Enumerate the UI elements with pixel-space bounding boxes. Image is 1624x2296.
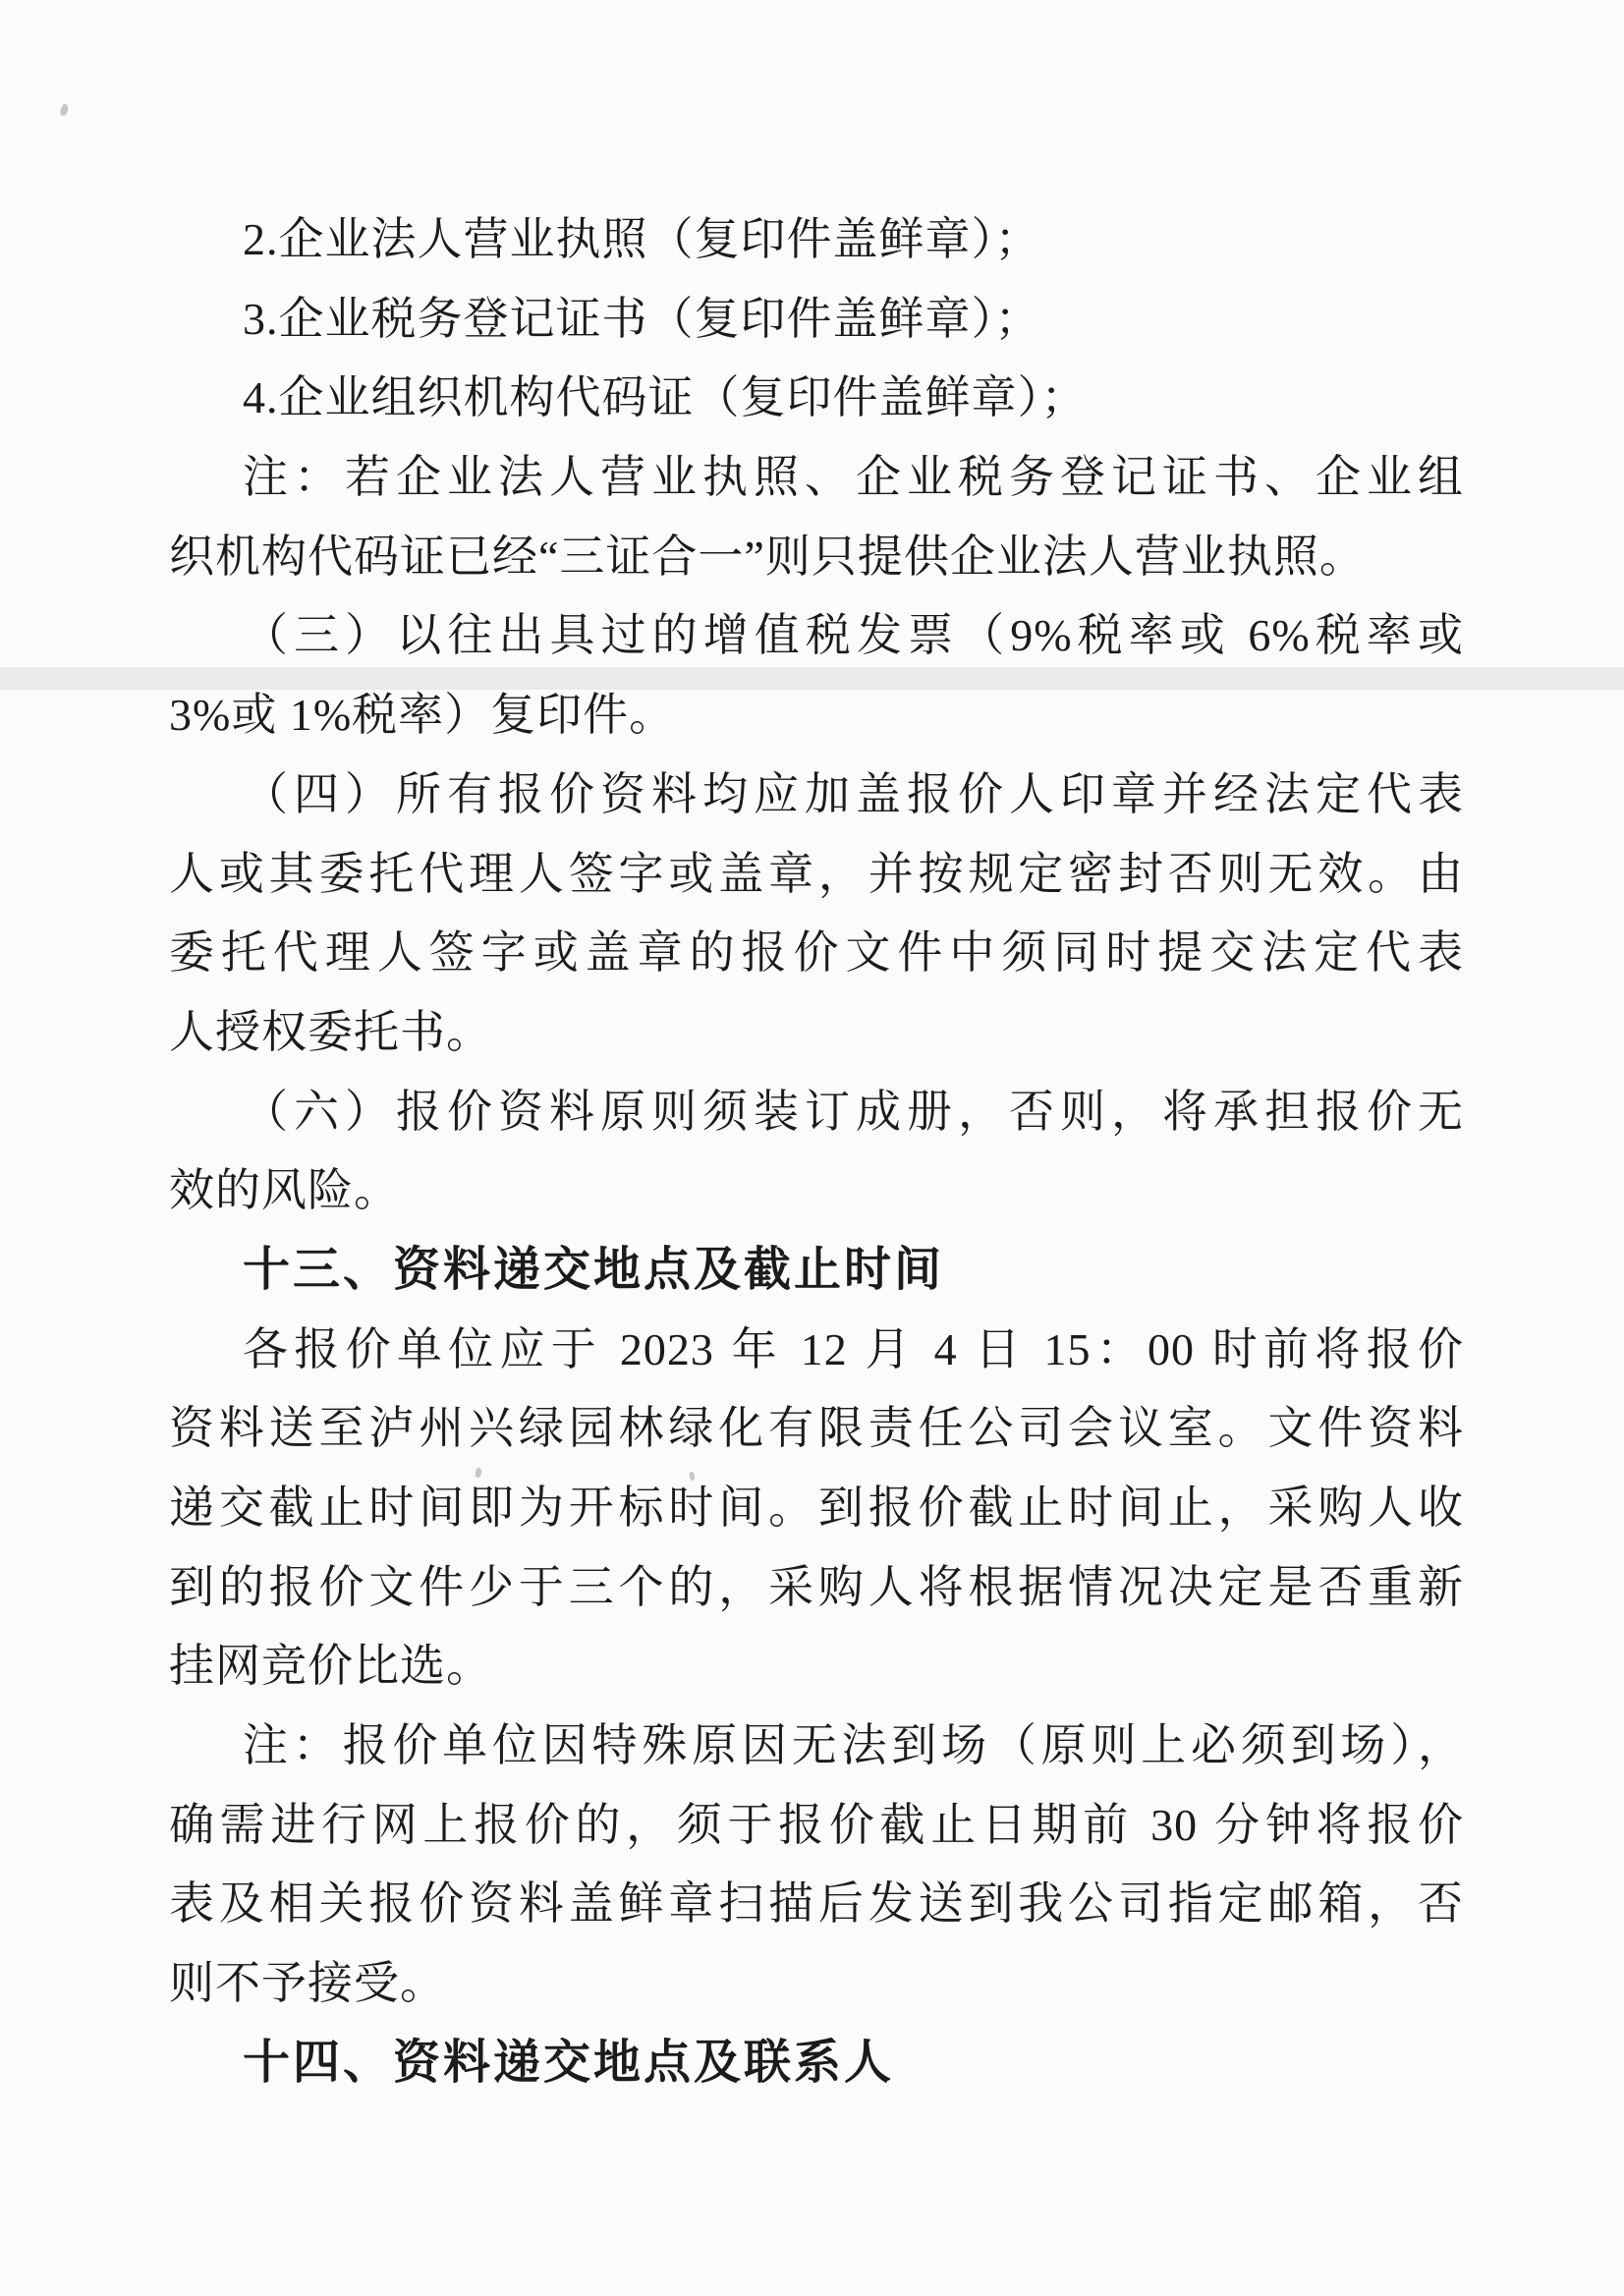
note-line: 织机构代码证已经“三证合一”则只提供企业法人营业执照。 — [169, 531, 1366, 582]
section-13-line: 各报价单位应于 2023 年 12 月 4 日 15：00 时前将报价 — [243, 1323, 1464, 1374]
clause-3-line: （三）以往出具过的增值税发票（9%税率或 6%税率或 — [243, 610, 1464, 661]
section-13-note-line: 注：报价单位因特殊原因无法到场（原则上必须到场）， — [243, 1720, 1464, 1771]
note-line: 注：若企业法人营业执照、企业税务登记证书、企业组 — [243, 452, 1464, 503]
section-13-note-line: 则不予接受。 — [169, 1958, 446, 2009]
section-13-line: 资料送至泸州兴绿园林绿化有限责任公司会议室。文件资料 — [169, 1403, 1464, 1454]
clause-4-line: 人或其委托代理人签字或盖章，并按规定密封否则无效。由 — [169, 848, 1464, 899]
list-item-3: 3.企业税务登记证书（复印件盖鲜章）； — [243, 293, 1041, 344]
list-item-2: 2.企业法人营业执照（复印件盖鲜章）； — [243, 214, 1041, 264]
document-text-block — [169, 200, 1464, 2103]
list-item-4: 4.企业组织机构代码证（复印件盖鲜章）； — [243, 372, 1088, 423]
section-13-note-line: 表及相关报价资料盖鲜章扫描后发送到我公司指定邮箱，否 — [169, 1878, 1464, 1930]
section-heading-13: 十三、资料递交地点及截止时间 — [243, 1243, 945, 1296]
clause-4-line: （四）所有报价资料均应加盖报价人印章并经法定代表 — [243, 768, 1464, 819]
clause-4-line: 委托代理人签字或盖章的报价文件中须同时提交法定代表 — [169, 927, 1464, 979]
section-13-line: 挂网竞价比选。 — [169, 1641, 492, 1692]
section-13-line: 到的报价文件少于三个的，采购人将根据情况决定是否重新 — [169, 1561, 1464, 1612]
section-13-line: 递交截止时间即为开标时间。到报价截止时间止，采购人收 — [169, 1483, 1464, 1533]
clause-6-line: （六）报价资料原则须装订成册，否则，将承担报价无 — [243, 1086, 1464, 1137]
section-13-note-line: 确需进行网上报价的，须于报价截止日期前 30 分钟将报价 — [169, 1799, 1464, 1850]
clause-4-line: 人授权委托书。 — [169, 1006, 492, 1057]
scan-artifact-speck — [59, 103, 69, 117]
clause-3-line: 3%或 1%税率）复印件。 — [169, 690, 676, 741]
section-heading-14: 十四、资料递交地点及联系人 — [243, 2036, 895, 2089]
clause-6-line: 效的风险。 — [169, 1165, 400, 1216]
